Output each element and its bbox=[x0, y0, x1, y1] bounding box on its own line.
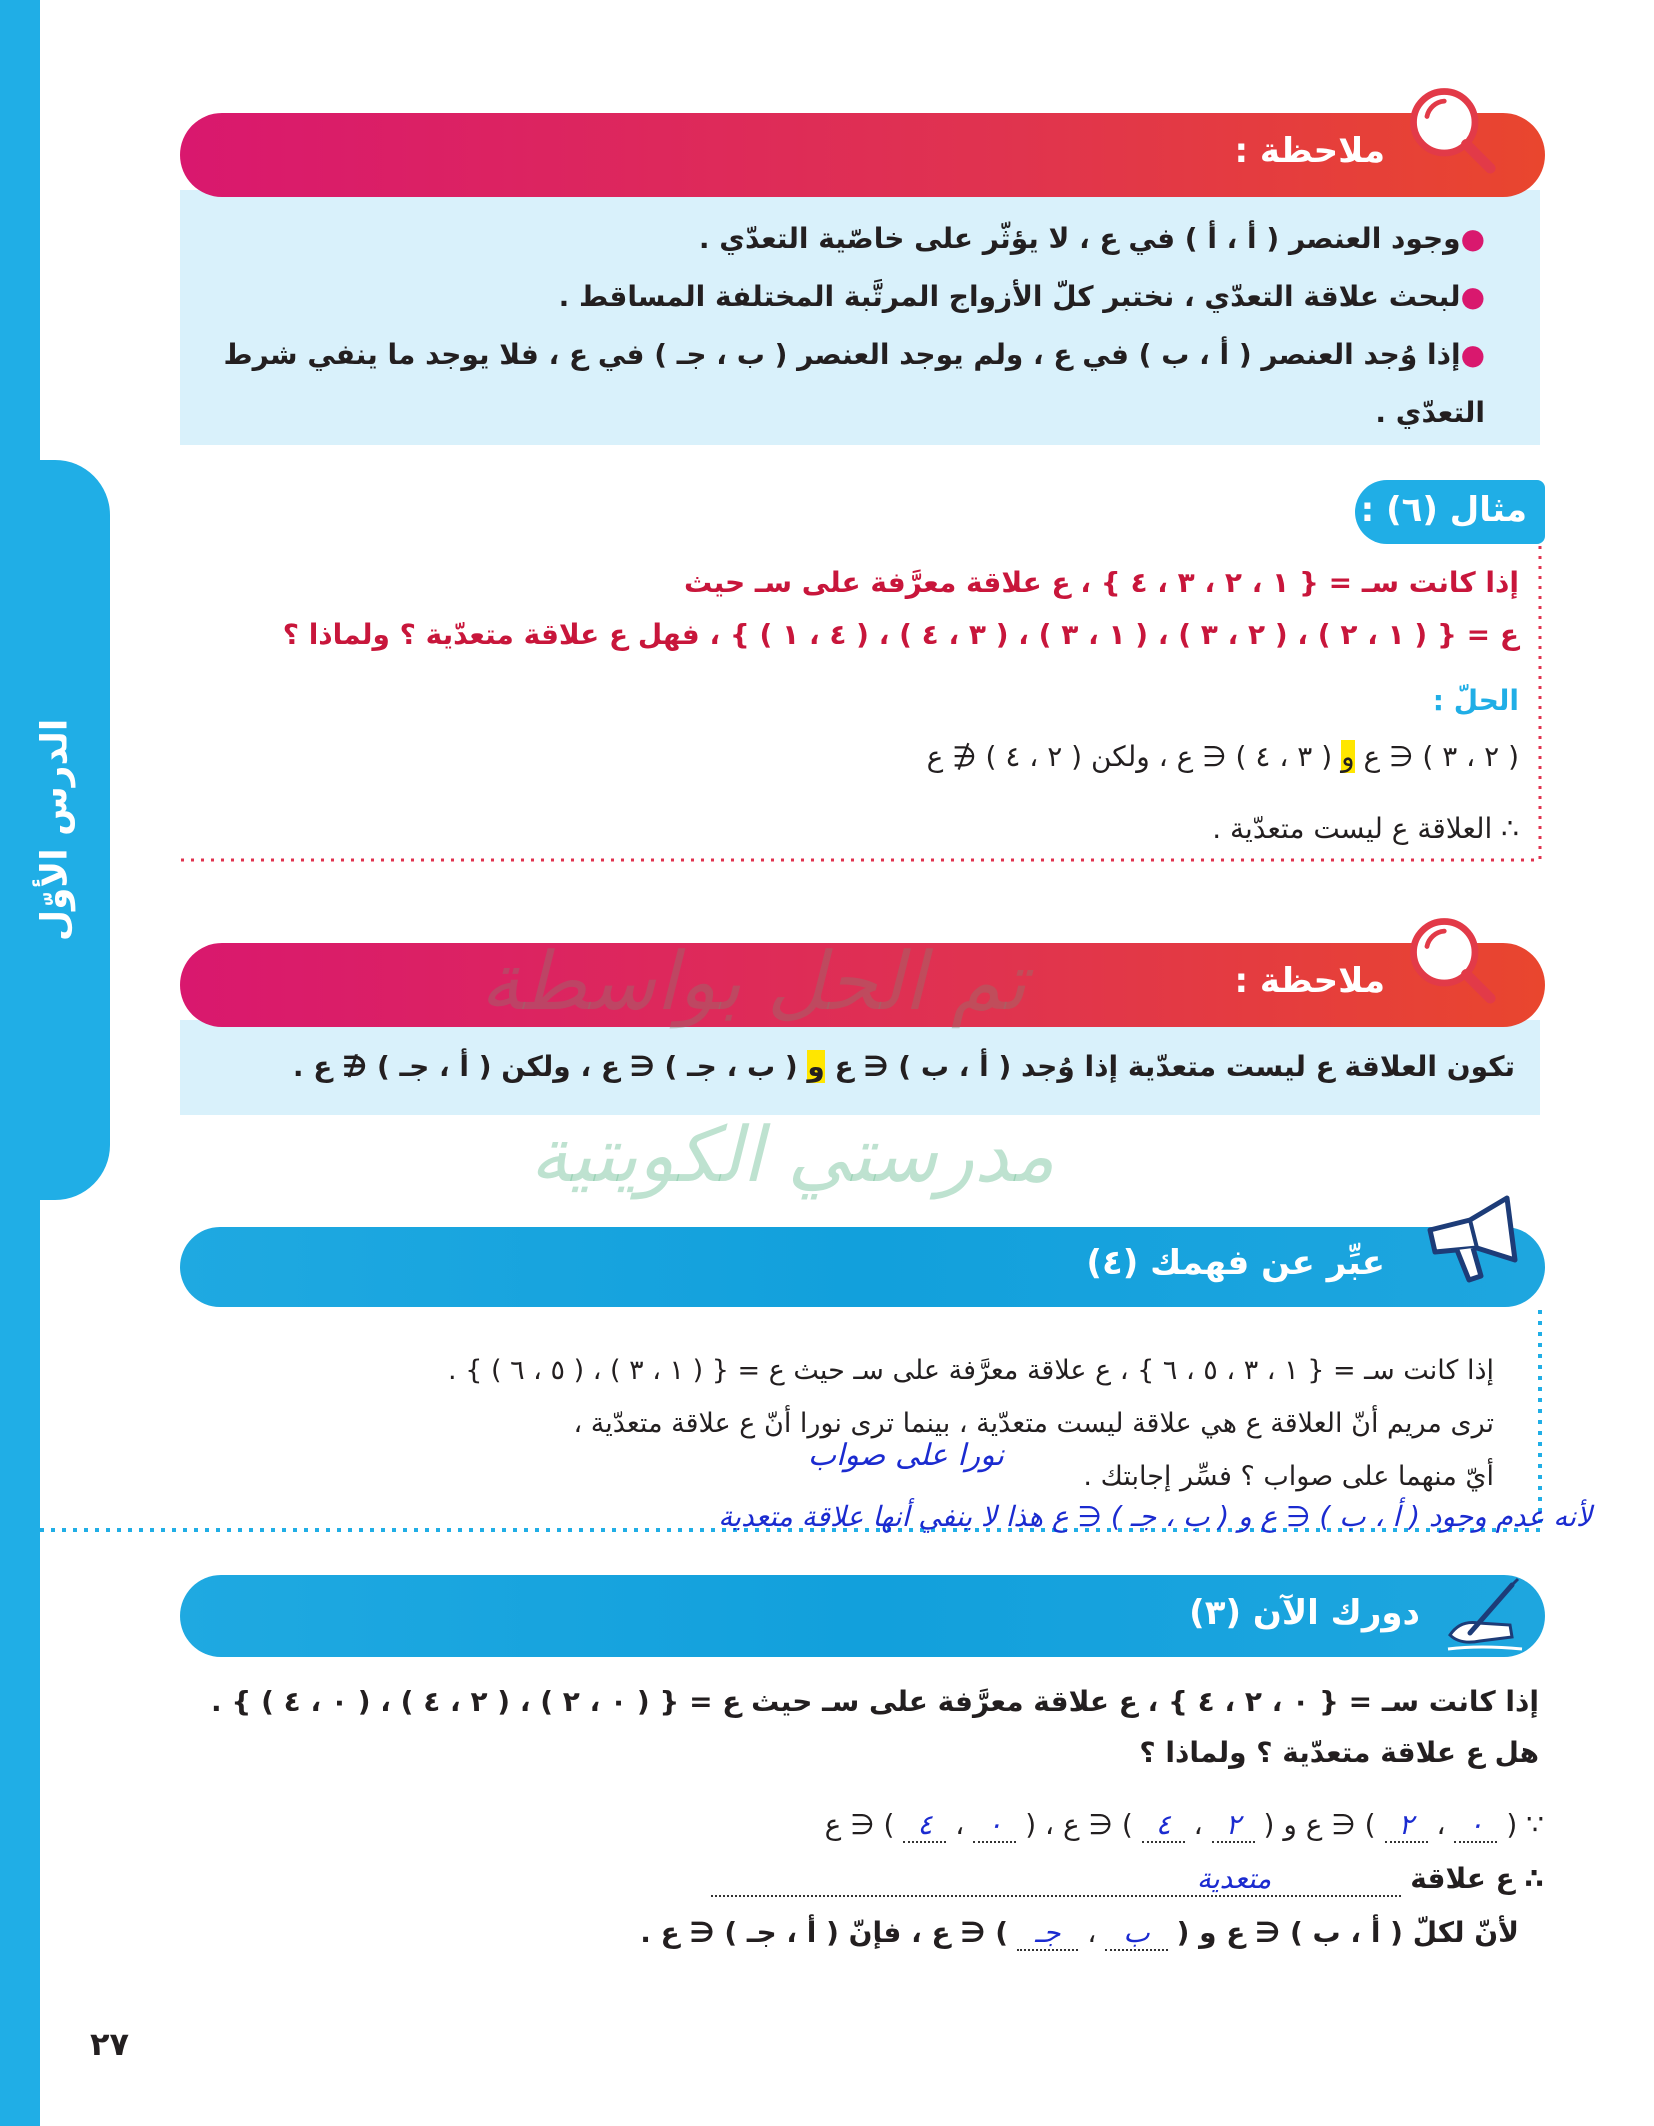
handwritten-answer-1: نورا على صواب bbox=[807, 1438, 1004, 1473]
note2-text: تكون العلاقة ع ليست متعدّية إذا وُجد ( ﺃ ، ب ) ∈ ع و ( ب ، جـ ) ∈ ع ، ولكن ( ﺃ ، جـ ) ∉ ع . bbox=[292, 1050, 1515, 1083]
example6-question-line1: إذا كانت سـ = { ١ ، ٢ ، ٣ ، ٤ } ، ع علاقة معرَّفة على سـ حيث bbox=[683, 566, 1519, 599]
example6-solution-line1: ( ٢ ، ٣ ) ∈ ع و ( ٣ ، ٤ ) ∈ ع ، ولكن ( ٢ ، ٤ ) ∉ ع bbox=[926, 740, 1519, 773]
note1-bullet-3: ●إذا وُجد العنصر ( ﺃ ، ب ) في ع ، ولم يوجد العنصر ( ب ، جـ ) في ع ، فلا يوجد ما ينفي شرط bbox=[223, 338, 1485, 371]
blank-1b[interactable]: ٢ bbox=[1385, 1808, 1428, 1843]
highlighted-and: و bbox=[1341, 740, 1355, 773]
note1-title: ملاحظة : bbox=[1234, 131, 1385, 171]
blank-1c[interactable]: ٢ bbox=[1212, 1808, 1255, 1843]
example6-solution-label: الحلّ : bbox=[1432, 684, 1519, 717]
blank-3b[interactable]: جـ bbox=[1017, 1916, 1079, 1951]
blank-1e[interactable]: ٠ bbox=[973, 1808, 1016, 1843]
note1-bullet-2: ●لبحث علاقة التعدّي ، نختبر كلّ الأزواج المرتَّبة المختلفة المساقط . bbox=[558, 280, 1485, 313]
your-turn3-fill-line3: لأنّ لكلّ ( ﺃ ، ب ) ∈ ع و ( ب ، جـ ) ∈ ع ، فإنّ ( ﺃ ، جـ ) ∈ ع . bbox=[640, 1916, 1519, 1949]
blank-1d[interactable]: ٤ bbox=[1142, 1808, 1185, 1843]
note2-title: ملاحظة : bbox=[1234, 961, 1385, 1001]
your-turn3-header bbox=[180, 1575, 1545, 1657]
express4-line2: ترى مريم أنّ العلاقة ع هي علاقة ليست متعدّية ، بينما ترى نورا أنّ ع علاقة متعدّية ، bbox=[573, 1408, 1494, 1439]
pencil-hand-icon bbox=[1440, 1575, 1530, 1655]
page-number: ٢٧ bbox=[90, 2025, 130, 2063]
note1-bullet-3-cont: التعدّي . bbox=[1375, 396, 1485, 429]
your-turn3-fill-line1: ∵ ( ٠ ، ٢ ) ∈ ع و ( ٢ ، ٤ ) ∈ ع ، ( ٠ ، ٤ ) ∈ ع bbox=[824, 1808, 1544, 1841]
example6-question-line2: ع = { ( ١ ، ٢ ) ، ( ٢ ، ٣ ) ، ( ١ ، ٣ ) ، ( ٣ ، ٤ ) ، ( ٤ ، ١ ) } ، فهل ع علاقة متعدّية ؟ ولماذا ؟ bbox=[282, 618, 1519, 651]
your-turn3-fill-line2: ∴ ع علاقة متعدية bbox=[711, 1862, 1544, 1897]
highlighted-and-note2: و bbox=[807, 1050, 825, 1083]
your-turn3-line1: إذا كانت سـ = { ٠ ، ٢ ، ٤ } ، ع علاقة معرَّفة على سـ حيث ع = { ( ٠ ، ٢ ) ، ( ٢ ، ٤ ) ، ( ٠ ، ٤ ) } . bbox=[211, 1685, 1539, 1718]
blank-1f[interactable]: ٤ bbox=[903, 1808, 946, 1843]
blank-3a[interactable]: ب bbox=[1105, 1916, 1167, 1951]
your-turn3-title: دورك الآن (٣) bbox=[1189, 1593, 1420, 1633]
express4-line3: أيّ منهما على صواب ؟ فسِّر إجابتك . bbox=[1083, 1461, 1494, 1492]
lesson-side-tab-label: الدرس الأوّل bbox=[34, 718, 76, 942]
handwritten-answer-2: لأنه عدم وجود ( ﺃ ، ب ) ∈ ع و ( ب ، جـ ) ∈ ع هذا لا ينفي أنها علاقة متعدية bbox=[718, 1500, 1592, 1533]
express4-title: عبِّر عن فهمك (٤) bbox=[1086, 1243, 1385, 1283]
express4-line1: إذا كانت سـ = { ١ ، ٣ ، ٥ ، ٦ } ، ع علاقة معرَّفة على سـ حيث ع = { ( ١ ، ٣ ) ، ( ٥ ، ٦ ) } . bbox=[448, 1355, 1494, 1386]
watermark-line2: مدرستي الكويتية bbox=[530, 1110, 1055, 1199]
blank-2[interactable]: متعدية bbox=[711, 1862, 1401, 1897]
example6-title: مثال (٦) : bbox=[1360, 490, 1527, 530]
blank-1a[interactable]: ٠ bbox=[1454, 1808, 1497, 1843]
note1-bullet-1: ●وجود العنصر ( ﺃ ، ﺃ ) في ع ، لا يؤثّر على خاصّية التعدّي . bbox=[698, 222, 1485, 255]
example6-conclusion: ∴ العلاقة ع ليست متعدّية . bbox=[1212, 812, 1519, 845]
watermark-line1: تم الحل بواسطة bbox=[480, 935, 1027, 1028]
your-turn3-line2: هل ع علاقة متعدّية ؟ ولماذا ؟ bbox=[1139, 1736, 1539, 1769]
